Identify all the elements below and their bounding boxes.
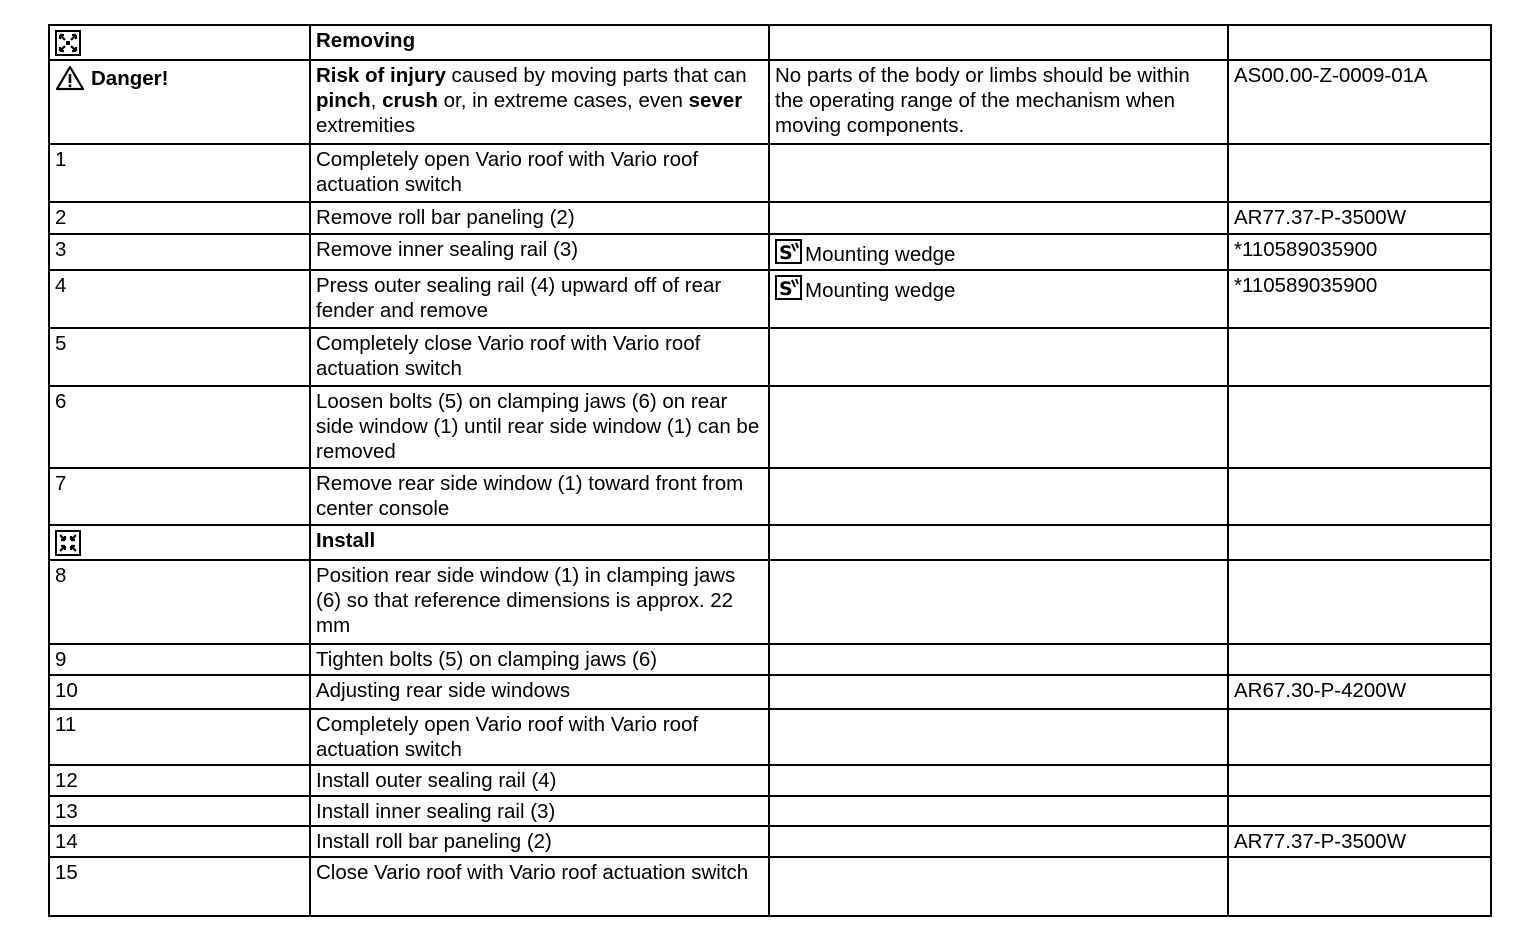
tool-name: Mounting wedge (805, 279, 956, 302)
step-text: Completely open Vario roof with Vario roof actuation switch (310, 709, 769, 765)
step-number: 12 (49, 765, 310, 796)
danger-risk-text: Risk of injury caused by moving parts that can pinch, crush or, in extreme cases, even sever extremities (310, 60, 769, 144)
step-text: Completely open Vario roof with Vario roof actuation switch (310, 144, 769, 202)
step-tool (769, 709, 1228, 765)
step-number: 1 (49, 144, 310, 202)
step-row (49, 709, 1491, 765)
step-number: 11 (49, 709, 310, 765)
step-row (49, 644, 1491, 675)
step-reference (1228, 386, 1491, 468)
step-row (49, 270, 1491, 328)
step-tool (769, 468, 1228, 525)
svg-text:S: S (779, 278, 793, 300)
step-row (49, 675, 1491, 709)
step-number: 4 (49, 270, 310, 328)
danger-row (49, 60, 1491, 144)
step-number: 6 (49, 386, 310, 468)
step-text: Remove inner sealing rail (3) (310, 234, 769, 270)
step-number: 5 (49, 328, 310, 386)
step-tool (769, 675, 1228, 709)
step-reference (1228, 560, 1491, 644)
step-reference[interactable]: *110589035900 (1228, 234, 1491, 270)
step-number: 9 (49, 644, 310, 675)
step-row (49, 468, 1491, 525)
step-reference (1228, 765, 1491, 796)
tool-name: Mounting wedge (805, 243, 956, 266)
step-reference[interactable]: AR77.37-P-3500W (1228, 202, 1491, 234)
removal-arrows-icon (55, 30, 81, 56)
step-number: 8 (49, 560, 310, 644)
step-row (49, 328, 1491, 386)
step-reference (1228, 796, 1491, 826)
step-reference (1228, 857, 1491, 916)
step-reference (1228, 644, 1491, 675)
step-text: Install outer sealing rail (4) (310, 765, 769, 796)
step-row (49, 857, 1491, 916)
step-text: Remove rear side window (1) toward front from center console (310, 468, 769, 525)
warning-triangle-icon (55, 65, 85, 91)
step-text: Press outer sealing rail (4) upward off of rear fender and remove (310, 270, 769, 328)
step-tool (769, 328, 1228, 386)
step-text: Install inner sealing rail (3) (310, 796, 769, 826)
step-tool (769, 857, 1228, 916)
step-tool (769, 234, 1228, 270)
step-tool (769, 386, 1228, 468)
step-tool (769, 765, 1228, 796)
step-text: Install roll bar paneling (2) (310, 826, 769, 857)
step-number: 2 (49, 202, 310, 234)
procedure-table (48, 24, 1492, 917)
danger-reference[interactable]: AS00.00-Z-0009-01A (1228, 60, 1491, 144)
section-row-removing (49, 25, 1491, 60)
step-reference[interactable]: AR77.37-P-3500W (1228, 826, 1491, 857)
step-row (49, 144, 1491, 202)
danger-label: Danger! (91, 66, 169, 90)
step-number: 14 (49, 826, 310, 857)
step-tool (769, 826, 1228, 857)
step-text: Close Vario roof with Vario roof actuation switch (310, 857, 769, 916)
danger-label-group (55, 65, 168, 91)
danger-measure: No parts of the body or limbs should be within the operating range of the mechanism when moving components. (769, 60, 1228, 144)
step-number: 10 (49, 675, 310, 709)
step-row (49, 202, 1491, 234)
step-row (49, 560, 1491, 644)
step-tool (769, 560, 1228, 644)
step-tool (769, 796, 1228, 826)
svg-text:S: S (779, 242, 793, 264)
step-row (49, 826, 1491, 857)
section-title-install: Install (310, 525, 769, 560)
step-text: Tighten bolts (5) on clamping jaws (6) (310, 644, 769, 675)
step-reference (1228, 144, 1491, 202)
step-text: Remove roll bar paneling (2) (310, 202, 769, 234)
step-text: Loosen bolts (5) on clamping jaws (6) on rear side window (1) until rear side window (1) can be removed (310, 386, 769, 468)
step-row (49, 234, 1491, 270)
step-reference[interactable]: *110589035900 (1228, 270, 1491, 328)
step-row (49, 796, 1491, 826)
step-reference (1228, 468, 1491, 525)
step-row (49, 386, 1491, 468)
step-number: 7 (49, 468, 310, 525)
step-reference[interactable]: AR67.30-P-4200W (1228, 675, 1491, 709)
step-tool (769, 644, 1228, 675)
step-reference (1228, 709, 1491, 765)
step-tool (769, 202, 1228, 234)
installation-arrows-icon (55, 530, 81, 556)
step-tool (769, 144, 1228, 202)
step-text: Position rear side window (1) in clamping jaws (6) so that reference dimensions is approx. 22 mm (310, 560, 769, 644)
section-title-removing: Removing (310, 25, 769, 60)
section-row-install (49, 525, 1491, 560)
step-tool (769, 270, 1228, 328)
step-reference (1228, 328, 1491, 386)
step-row (49, 765, 1491, 796)
step-number: 13 (49, 796, 310, 826)
special-tool-icon (775, 239, 802, 264)
step-text: Completely close Vario roof with Vario roof actuation switch (310, 328, 769, 386)
special-tool-icon (775, 275, 802, 300)
step-number: 3 (49, 234, 310, 270)
step-text: Adjusting rear side windows (310, 675, 769, 709)
step-number: 15 (49, 857, 310, 916)
